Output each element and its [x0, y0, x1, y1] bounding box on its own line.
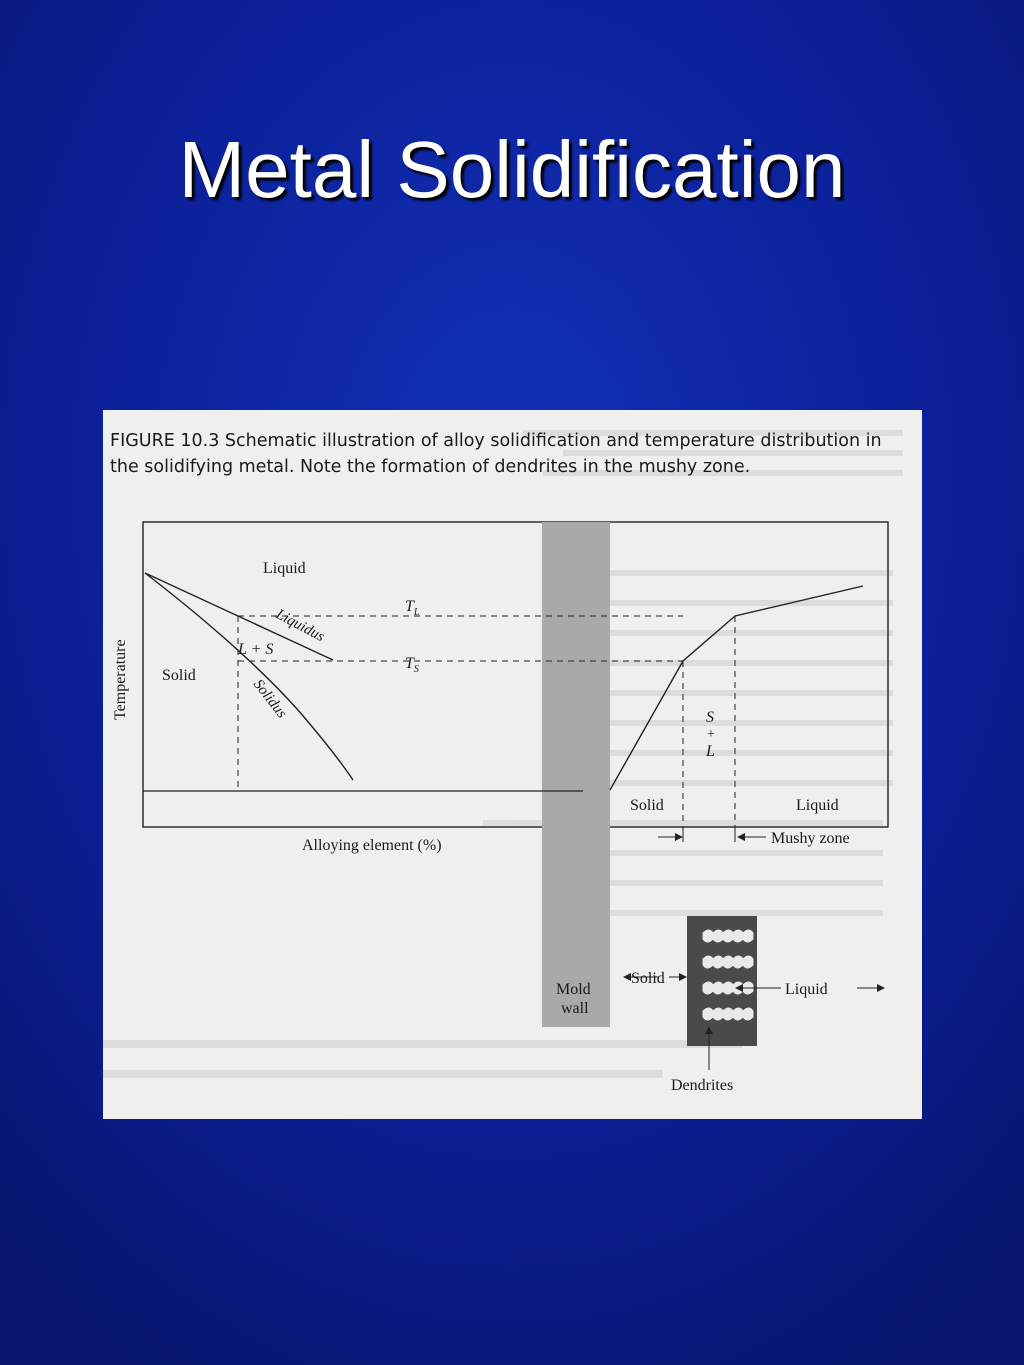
- liquid-region-label: Liquid: [263, 560, 306, 577]
- dendrite-solid-label: Solid: [631, 970, 665, 987]
- figure-image: [103, 410, 922, 1119]
- tl-subscript: L: [413, 607, 420, 618]
- l-plus-s-label: L + S: [238, 641, 274, 658]
- mushy-zone-label: Mushy zone: [771, 830, 850, 847]
- l-label: L: [706, 743, 715, 760]
- liquidus-label: Liquidus: [273, 606, 328, 646]
- slide-title: Metal Solidification: [178, 125, 846, 214]
- figure-caption: FIGURE 10.3 Schematic illustration of alloy solidification and temperature distribution in the solidifying metal. Note the formation of dendrites in the mushy zone.: [110, 431, 882, 477]
- tl-label: $T_L$: [405, 598, 420, 618]
- dendrite-block: [687, 916, 757, 1046]
- solid-region-label: Solid: [162, 667, 196, 684]
- figure-drawing: [103, 410, 922, 1119]
- ts-label: $T_S$: [405, 655, 419, 675]
- profile-solid-label: Solid: [630, 797, 664, 814]
- dendrite-liquid-label: Liquid: [785, 981, 828, 998]
- ts-subscript: S: [413, 664, 419, 675]
- alloying-axis-label: Alloying element (%): [302, 837, 442, 854]
- solidus-label: Solidus: [249, 676, 290, 722]
- s-label: S: [706, 709, 714, 726]
- mold-label: Mold: [556, 981, 591, 998]
- temperature-axis-label: Temperature: [112, 639, 129, 720]
- wall-label: wall: [561, 1000, 589, 1017]
- dendrites-label: Dendrites: [671, 1077, 734, 1094]
- mold-wall-bar: [542, 522, 610, 1027]
- profile-liquid-label: Liquid: [796, 797, 839, 814]
- plus-label: +: [707, 727, 715, 742]
- bleed-through-texture: [103, 430, 903, 1078]
- temperature-profile-curve: [610, 586, 863, 790]
